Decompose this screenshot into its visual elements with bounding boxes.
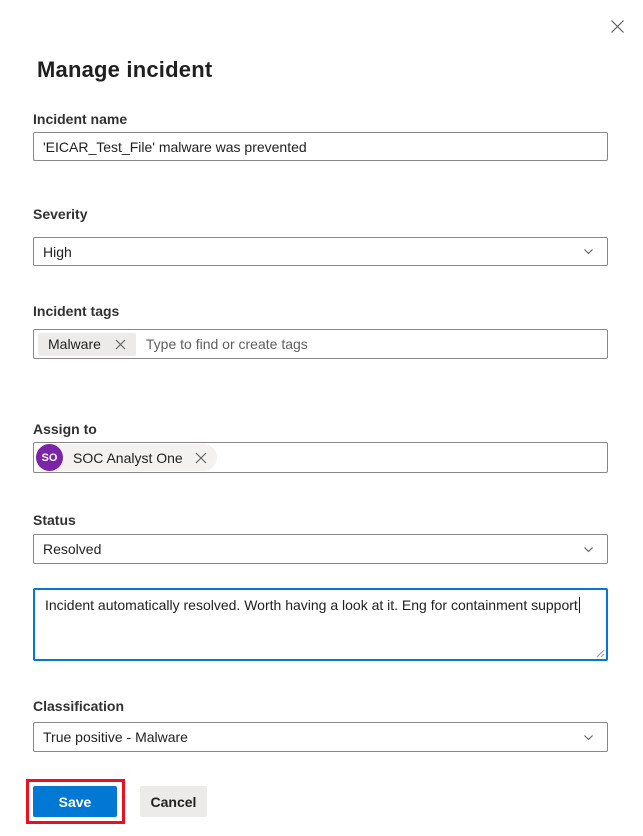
chevron-down-icon (582, 245, 595, 258)
assign-to-label: Assign to (33, 421, 97, 437)
severity-value: High (43, 243, 72, 260)
classification-label: Classification (33, 698, 125, 714)
tags-input[interactable] (146, 336, 603, 352)
assign-to-field[interactable] (33, 442, 608, 473)
save-button[interactable]: Save (33, 786, 117, 817)
status-dropdown[interactable] (33, 534, 608, 564)
close-icon[interactable] (607, 16, 627, 36)
resize-handle-icon[interactable] (594, 647, 605, 658)
status-value: Resolved (43, 541, 102, 557)
tag-chip (38, 333, 136, 356)
status-label: Status (33, 512, 76, 528)
incident-name-label: Incident name (33, 111, 128, 127)
chevron-down-icon (582, 543, 595, 556)
classification-value: True positive - Malware (43, 729, 188, 745)
incident-tags-label: Incident tags (33, 303, 120, 319)
incident-name-input[interactable] (33, 132, 608, 161)
assignee-remove-icon[interactable] (195, 450, 213, 466)
comment-text: Incident automatically resolved. Worth having a look at it. Eng for containment support (45, 597, 578, 613)
comment-textarea[interactable] (33, 588, 608, 661)
text-caret (579, 597, 580, 613)
tag-label: Malware (48, 336, 101, 352)
incident-tags-field[interactable] (33, 329, 608, 359)
severity-label: Severity (33, 206, 88, 222)
page-title: Manage incident (37, 57, 213, 82)
cancel-button[interactable]: Cancel (140, 786, 207, 817)
avatar: SO (36, 444, 63, 471)
assignee-name: SOC Analyst One (73, 449, 183, 466)
severity-dropdown[interactable] (33, 237, 608, 266)
tag-remove-icon[interactable] (115, 339, 126, 350)
chevron-down-icon (582, 731, 595, 744)
assignee-chip (36, 444, 217, 471)
classification-dropdown[interactable] (33, 722, 608, 752)
close-icon-glyph (610, 19, 625, 34)
